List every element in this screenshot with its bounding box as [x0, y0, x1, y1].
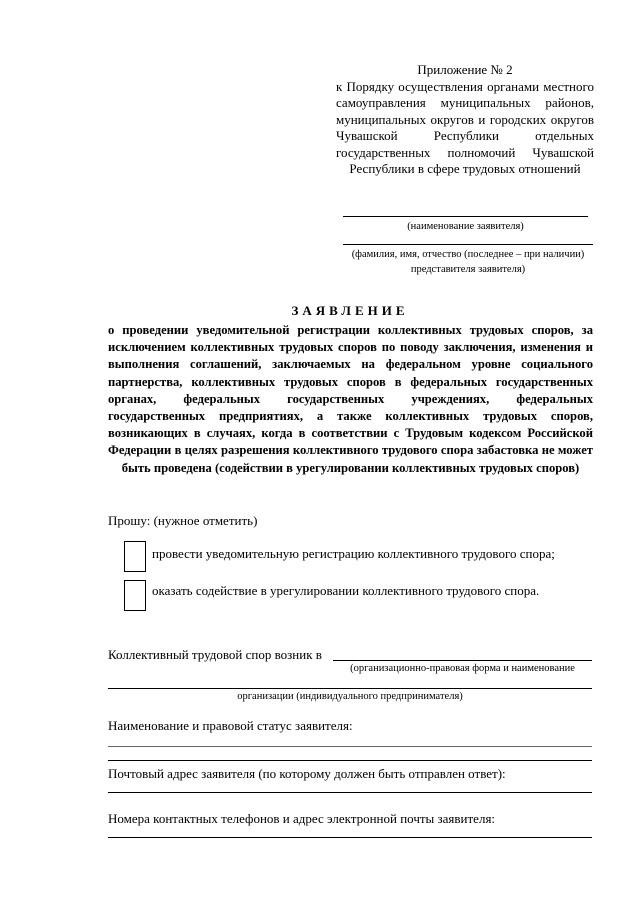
status-line-2[interactable] [108, 760, 592, 761]
assistance-checkbox[interactable] [124, 580, 146, 611]
document-title: ЗАЯВЛЕНИЕ [291, 303, 409, 318]
applicant-name-caption: (наименование заявителя) [407, 221, 524, 232]
address-label: Почтовый адрес заявителя (по которому должен быть отправлен ответ): [108, 766, 506, 781]
assistance-option-label: оказать содействие в урегулировании коллективного трудового спора. [152, 583, 540, 598]
dispute-caption-2: организации (индивидуального предпринимателя) [237, 691, 463, 702]
registration-checkbox[interactable] [124, 541, 146, 572]
request-label: Прошу: (нужное отметить) [108, 513, 258, 528]
contacts-label: Номера контактных телефонов и адрес электронной почты заявителя: [108, 811, 496, 826]
registration-option-label: провести уведомительную регистрацию коллективного трудового спора; [152, 546, 555, 561]
contacts-line[interactable] [108, 837, 592, 838]
appendix-text: к Порядку осуществления органами местного самоуправления муниципальных районов, муниципальных округов и городских округов Чувашской Республики отдельных государственных полномочий Чувашской Республики в сфере трудовых отношений [336, 78, 594, 176]
appendix-number: Приложение № 2 [417, 62, 513, 77]
document-subtitle: о проведении уведомительной регистрации коллективных трудовых споров, за исключением коллективных трудовых споров по поводу заключения, изменения и выполнения соглашений, заключаемых на федеральном уровне социального партнерства, коллективных трудовых споров в федеральных государственных органах, федеральных государственных учреждениях, федеральных государственных предприятиях, а также коллективных трудовых споров, возникающих в случаях, когда в соответствии с Трудовым кодексом Российской Федерации в целях разрешения коллективного трудового спора забастовка не может быть проведена (содействии в урегулировании коллективных трудовых споров) [108, 323, 593, 475]
dispute-label: Коллективный трудовой спор возник в [108, 647, 322, 662]
representative-line[interactable] [343, 244, 593, 245]
status-label: Наименование и правовой статус заявителя: [108, 718, 353, 733]
address-line[interactable] [108, 792, 592, 793]
status-line-1[interactable] [108, 746, 592, 747]
representative-caption: (фамилия, имя, отчество (последнее – при наличии) представителя заявителя) [351, 249, 585, 275]
dispute-caption-1: (организационно-правовая форма и наименование [350, 663, 575, 674]
applicant-name-line[interactable] [343, 216, 588, 217]
appendix-block [336, 62, 594, 178]
